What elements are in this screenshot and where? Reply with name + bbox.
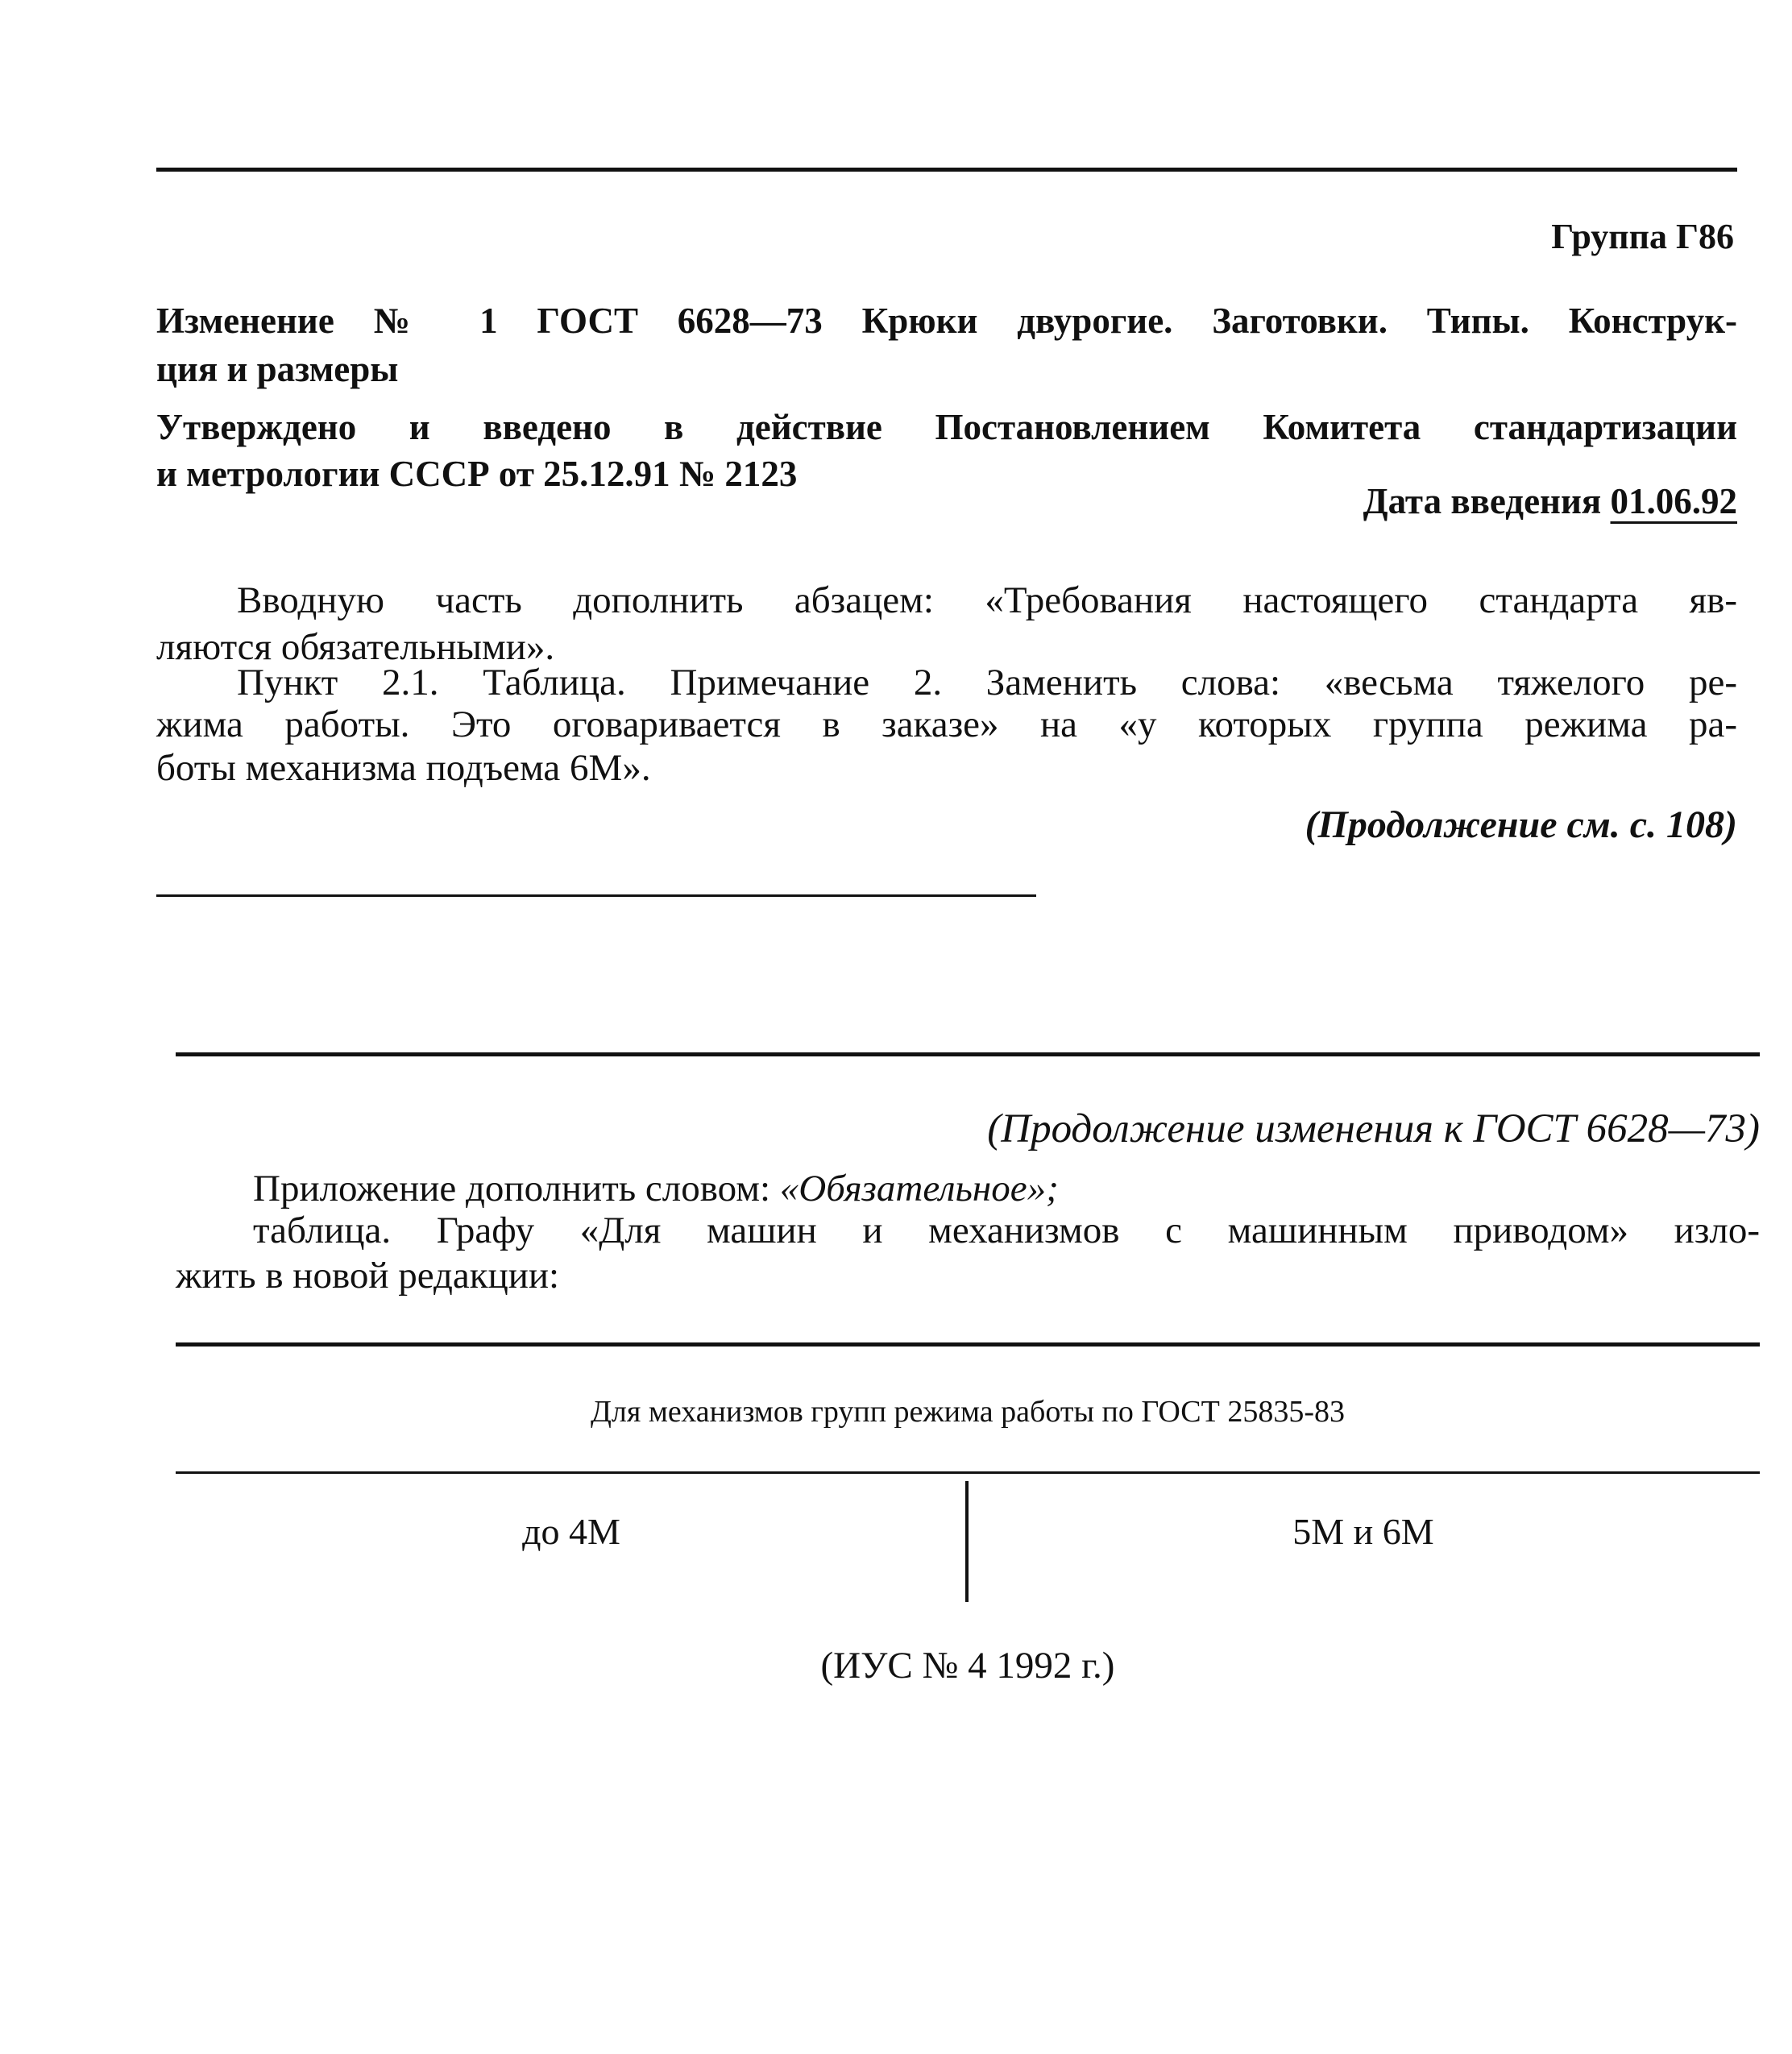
introduction-date [1363, 480, 1737, 522]
approval-line-2: и метрологии СССР от 25.12.91 № 2123 [156, 454, 798, 494]
change-title-line-1: Изменение № 1 ГОСТ 6628—73 Крюки двурогие. Заготовки. Типы. Конструк- [156, 301, 1737, 341]
paragraph-2-line-1: Пункт 2.1. Таблица. Примечание 2. Заменить слова: «весьма тяжелого ре- [237, 662, 1737, 703]
section-end-rule [156, 894, 1036, 897]
appendix-line-1-prefix: Приложение дополнить словом: [253, 1168, 780, 1210]
table-header-rule [176, 1471, 1760, 1474]
group-code: Группа Г86 [1551, 217, 1734, 256]
appendix-line-1 [176, 1167, 1059, 1210]
table-header: Для механизмов групп режима работы по ГОСТ 25835-83 [591, 1395, 1345, 1429]
table-top-rule [176, 1342, 1760, 1347]
source-citation: (ИУС № 4 1992 г.) [820, 1645, 1115, 1687]
introduction-date-label: Дата введения [1363, 481, 1602, 521]
appendix-word: «Обязательное»; [779, 1168, 1059, 1210]
continuation-title: (Продолжение изменения к ГОСТ 6628—73) [987, 1106, 1760, 1151]
paragraph-2-line-2: жима работы. Это оговаривается в заказе» на «у которых группа режима ра- [156, 703, 1737, 745]
paragraph-1-line-1: Вводную часть дополнить абзацем: «Требования настоящего стандарта яв- [237, 579, 1737, 621]
introduction-date-value: 01.06.92 [1610, 481, 1737, 521]
appendix-line-2: таблица. Графу «Для машин и механизмов с машинным приводом» изло- [253, 1210, 1760, 1251]
paragraph-1-line-2: ляются обязательными». [156, 626, 555, 668]
continuation-reference: (Продолжение см. с. 108) [1305, 803, 1737, 846]
appendix-line-3: жить в новой редакции: [176, 1255, 560, 1297]
approval-line-1: Утверждено и введено в действие Постановлением Комитета стандартизации [156, 407, 1737, 447]
continuation-top-rule [176, 1052, 1760, 1056]
change-title-line-2: ция и размеры [156, 349, 399, 389]
table-cell-5m-6m: 5М и 6М [1292, 1511, 1434, 1552]
table-cell-up-to-4m: до 4М [522, 1511, 620, 1552]
top-rule [156, 168, 1737, 172]
paragraph-2-line-3: боты механизма подъема 6М». [156, 747, 651, 789]
